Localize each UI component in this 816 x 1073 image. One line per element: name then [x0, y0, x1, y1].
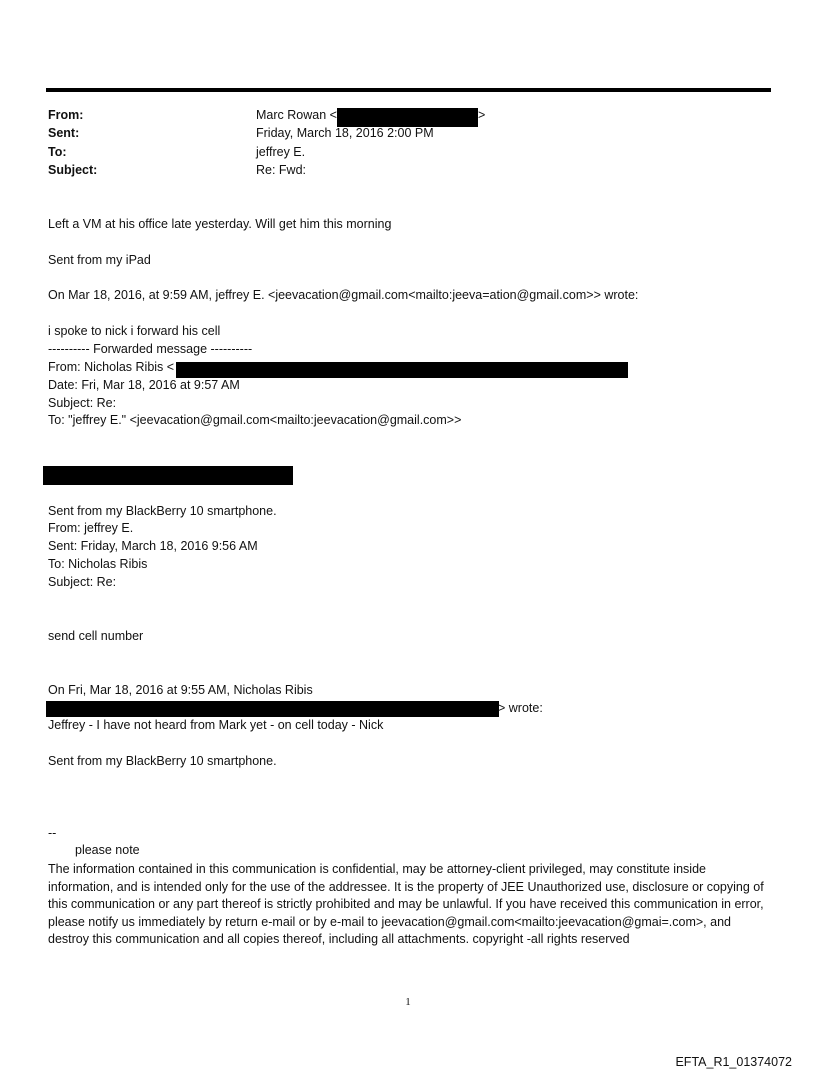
- redaction-box: [176, 362, 628, 378]
- note-heading: please note: [75, 843, 140, 857]
- redaction-box: [46, 701, 499, 717]
- body-line: Sent from my iPad: [48, 253, 151, 267]
- quote-sent: Sent: Friday, March 18, 2016 9:56 AM: [48, 539, 258, 553]
- quote-subject: Subject: Re:: [48, 575, 117, 589]
- forward-divider: ---------- Forwarded message ----------: [48, 342, 253, 356]
- subject-value: Re: Fwd:: [256, 163, 307, 177]
- bates-number: EFTA_R1_01374072: [675, 1055, 792, 1069]
- body-line: Jeffrey - I have not heard from Mark yet - on cell today - Nick: [48, 718, 384, 732]
- forward-from: From: Nicholas Ribis <: [48, 360, 175, 374]
- forward-to: To: "jeffrey E." <jeevacation@gmail.com<mailto:jeevacation@gmail.com>>: [48, 413, 462, 427]
- body-line: send cell number: [48, 629, 144, 643]
- signature-line: Sent from my BlackBerry 10 smartphone.: [48, 754, 277, 768]
- subject-label: Subject:: [48, 163, 98, 177]
- forward-date: Date: Fri, Mar 18, 2016 at 9:57 AM: [48, 378, 240, 392]
- forward-subject: Subject: Re:: [48, 396, 117, 410]
- sent-label: Sent:: [48, 126, 80, 140]
- to-label: To:: [48, 145, 67, 159]
- body-line: Left a VM at his office late yesterday. Will get him this morning: [48, 217, 392, 231]
- quote-from: From: jeffrey E.: [48, 521, 134, 535]
- from-close: >: [478, 108, 486, 122]
- redaction-box: [337, 108, 478, 127]
- page-number: 1: [405, 996, 411, 1008]
- quote-header: On Mar 18, 2016, at 9:59 AM, jeffrey E. <jeevacation@gmail.com<mailto:jeeva=ation@gmail.com>> wrote:: [48, 288, 639, 302]
- from-name: Marc Rowan <: [256, 108, 337, 122]
- header-rule: [46, 88, 771, 92]
- signature-separator: --: [48, 826, 57, 840]
- from-value: [256, 108, 337, 122]
- quote-to: To: Nicholas Ribis: [48, 557, 148, 571]
- wrote-suffix: > wrote:: [498, 701, 543, 715]
- disclaimer: The information contained in this communication is confidential, may be attorney-client privileged, may constitute inside information, and is intended only for the use of the addressee. It is the property of JEE Unauthorized use, disclosure or copying of this communication or any part thereof is strictly prohibited and may be unlawful. If you have received this communication in error, please notify us immediately by return e-mail or by e-mail to jeevacation@gmail.com<mailto:jeevacation@gmai=.com>, and destroy this communication and all copies thereof, including all attachments. copyright -all rights reserved: [48, 862, 764, 946]
- from-label: From:: [48, 108, 84, 122]
- quote-header: On Fri, Mar 18, 2016 at 9:55 AM, Nicholas Ribis: [48, 683, 313, 697]
- body-line: i spoke to nick i forward his cell: [48, 324, 221, 338]
- redaction-box: [43, 466, 293, 485]
- signature-line: Sent from my BlackBerry 10 smartphone.: [48, 504, 277, 518]
- sent-value: Friday, March 18, 2016 2:00 PM: [256, 126, 434, 140]
- to-value: jeffrey E.: [256, 145, 306, 159]
